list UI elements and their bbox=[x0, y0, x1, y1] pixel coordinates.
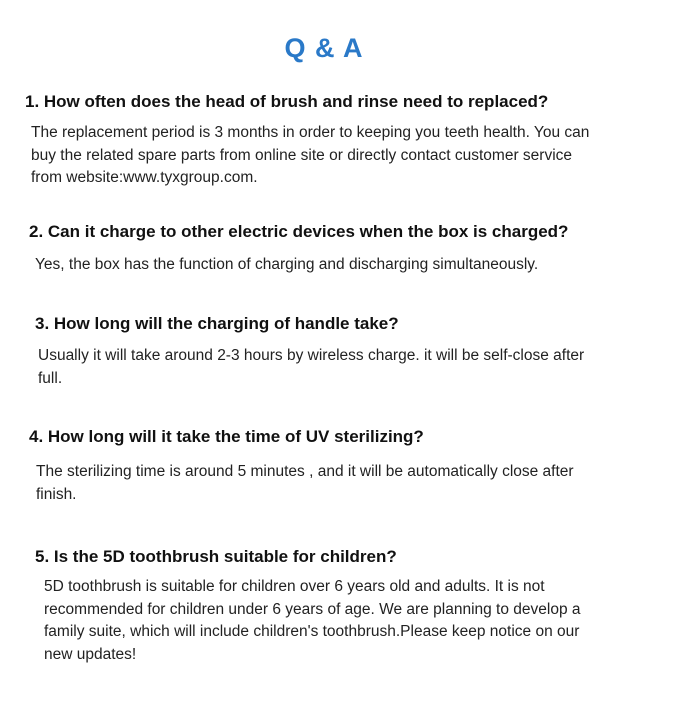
faq-question-4: 4. How long will it take the time of UV sterilizing? bbox=[29, 427, 424, 446]
faq-answer-4: The sterilizing time is around 5 minutes , and it will be automatically close after finish. bbox=[36, 463, 574, 503]
faq-answer-3: Usually it will take around 2-3 hours by wireless charge. it will be self-close after full. bbox=[38, 347, 585, 387]
faq-answer-2: Yes, the box has the function of charging and discharging simultaneously. bbox=[35, 256, 539, 273]
page-title: Q & A bbox=[284, 33, 364, 63]
faq-answer-1: The replacement period is 3 months in order to keeping you teeth health. You can buy the related spare parts from online site or directly contact customer service from website:www.tyxgroup.com. bbox=[31, 124, 590, 186]
faq-question-3: 3. How long will the charging of handle take? bbox=[35, 314, 399, 333]
faq-question-5: 5. Is the 5D toothbrush suitable for children? bbox=[35, 547, 397, 566]
faq-question-2: 2. Can it charge to other electric devices when the box is charged? bbox=[29, 222, 569, 241]
faq-question-1: 1. How often does the head of brush and rinse need to replaced? bbox=[25, 92, 549, 111]
faq-answer-5: 5D toothbrush is suitable for children over 6 years old and adults. It is not recommended for children under 6 years of age. We are planning to develop a family suite, which will include children's toothbrush.Please keep notice on our new updates! bbox=[44, 578, 581, 663]
